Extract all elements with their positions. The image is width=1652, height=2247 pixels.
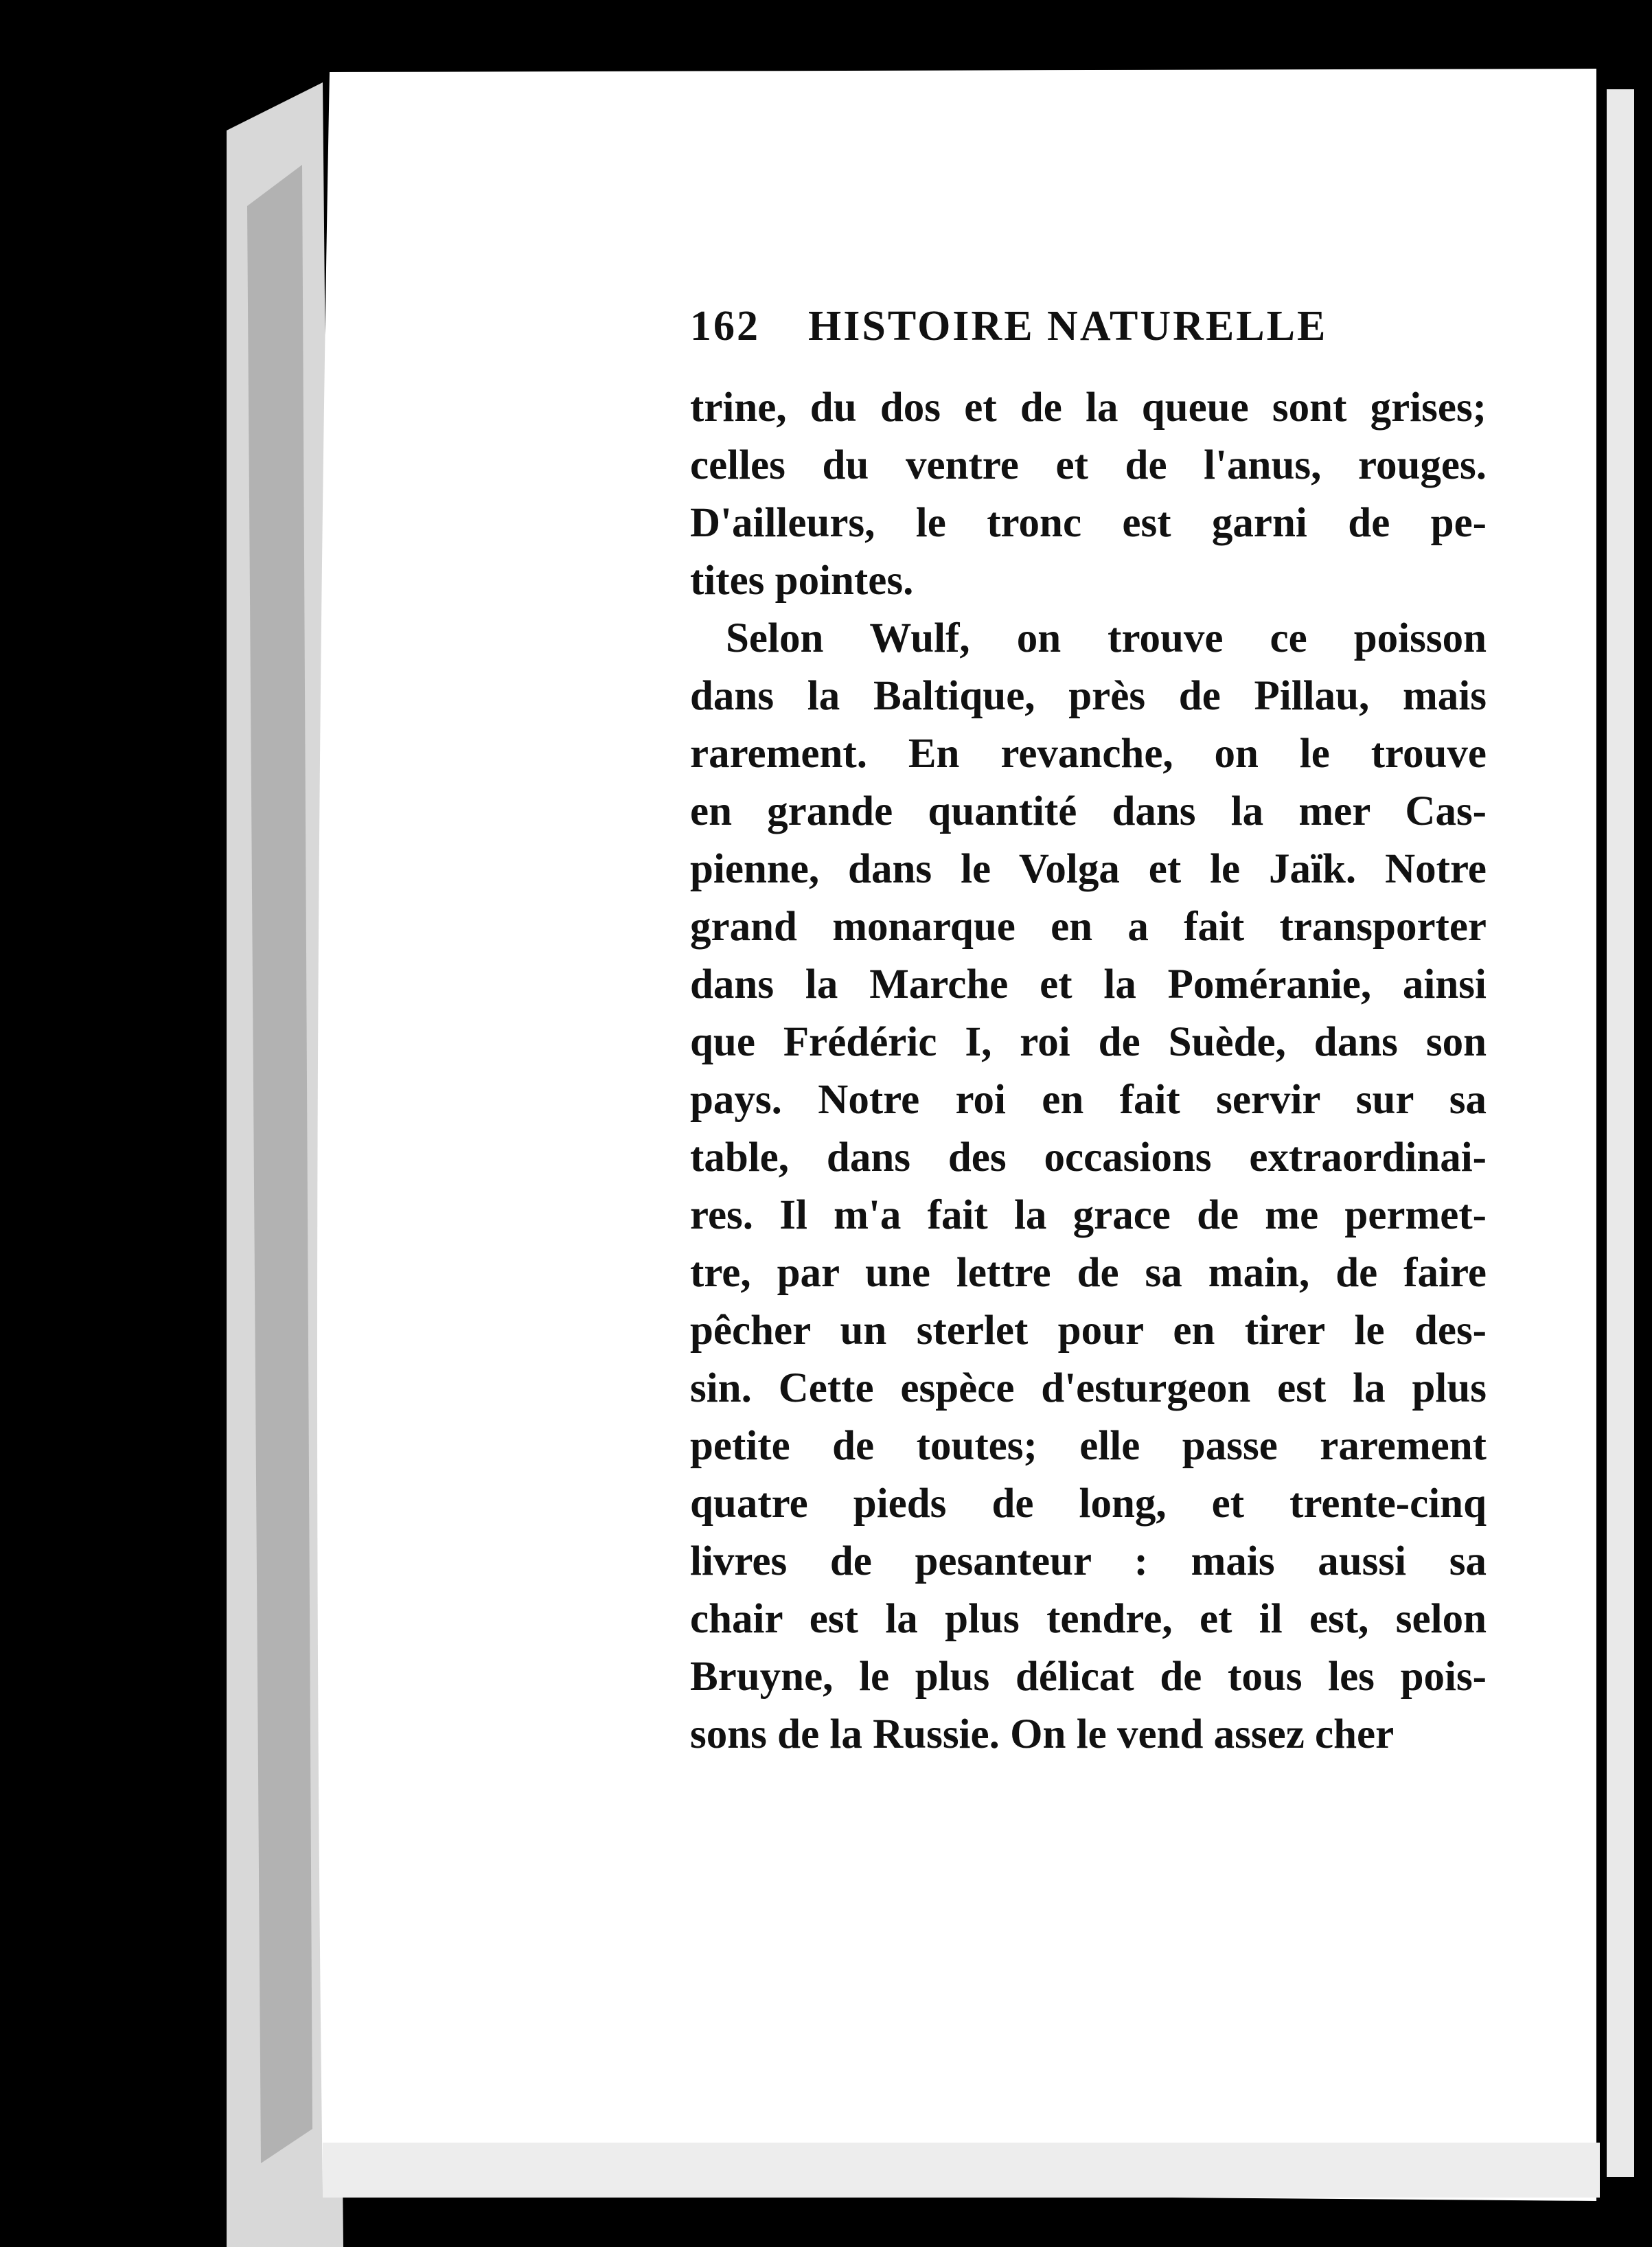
paragraph: [690, 610, 1487, 1764]
paragraph: [690, 379, 1487, 610]
text-line: dans la Marche et la Poméranie, ainsi: [690, 961, 1487, 1007]
text-line: trine, du dos et de la queue sont grises;: [690, 385, 1487, 431]
text-line: pays. Notre roi en fait servir sur sa: [690, 1077, 1487, 1123]
page-text-block: [690, 302, 1487, 1764]
text-line: dans la Baltique, près de Pillau, mais: [690, 673, 1487, 719]
text-line: petite de toutes; elle passe rarement: [690, 1423, 1487, 1469]
page-number: 162: [690, 303, 760, 350]
text-line: pêcher un sterlet pour en tirer le des-: [690, 1308, 1487, 1354]
text-line: pienne, dans le Volga et le Jaïk. Notre: [690, 846, 1487, 892]
text-line: sons de la Russie. On le vend assez cher: [690, 1711, 1395, 1757]
text-line: D'ailleurs, le tronc est garni de pe-: [690, 500, 1487, 546]
text-line: tre, par une lettre de sa main, de faire: [690, 1250, 1487, 1296]
text-line: Selon Wulf, on trouve ce poisson: [726, 615, 1487, 661]
text-line: sin. Cette espèce d'esturgeon est la plus: [690, 1365, 1487, 1411]
text-line: quatre pieds de long, et trente-cinq: [690, 1481, 1487, 1527]
text-line: Bruyne, le plus délicat de tous les pois-: [690, 1654, 1487, 1700]
right-page-edge: [1607, 89, 1634, 2177]
text-line: celles du ventre et de l'anus, rouges.: [690, 442, 1487, 488]
text-line: res. Il m'a fait la grace de me permet-: [690, 1192, 1487, 1238]
body-text: [690, 379, 1487, 1764]
text-line: grand monarque en a fait transporter: [690, 904, 1487, 950]
right-gutter-shadow: [1596, 69, 1607, 2204]
text-line: rarement. En revanche, on le trouve: [690, 731, 1487, 777]
text-line: livres de pesanteur : mais aussi sa: [690, 1538, 1487, 1584]
bottom-shadow: [323, 2143, 1600, 2198]
text-line: table, dans des occasions extraordinai-: [690, 1134, 1487, 1180]
text-line: en grande quantité dans la mer Cas-: [690, 788, 1487, 834]
running-head-title: HISTOIRE NATURELLE: [808, 303, 1328, 350]
text-line: que Frédéric I, roi de Suède, dans son: [690, 1019, 1487, 1065]
text-line: tites pointes.: [690, 558, 914, 604]
text-line: chair est la plus tendre, et il est, selon: [690, 1596, 1487, 1642]
running-head: [690, 302, 1487, 379]
